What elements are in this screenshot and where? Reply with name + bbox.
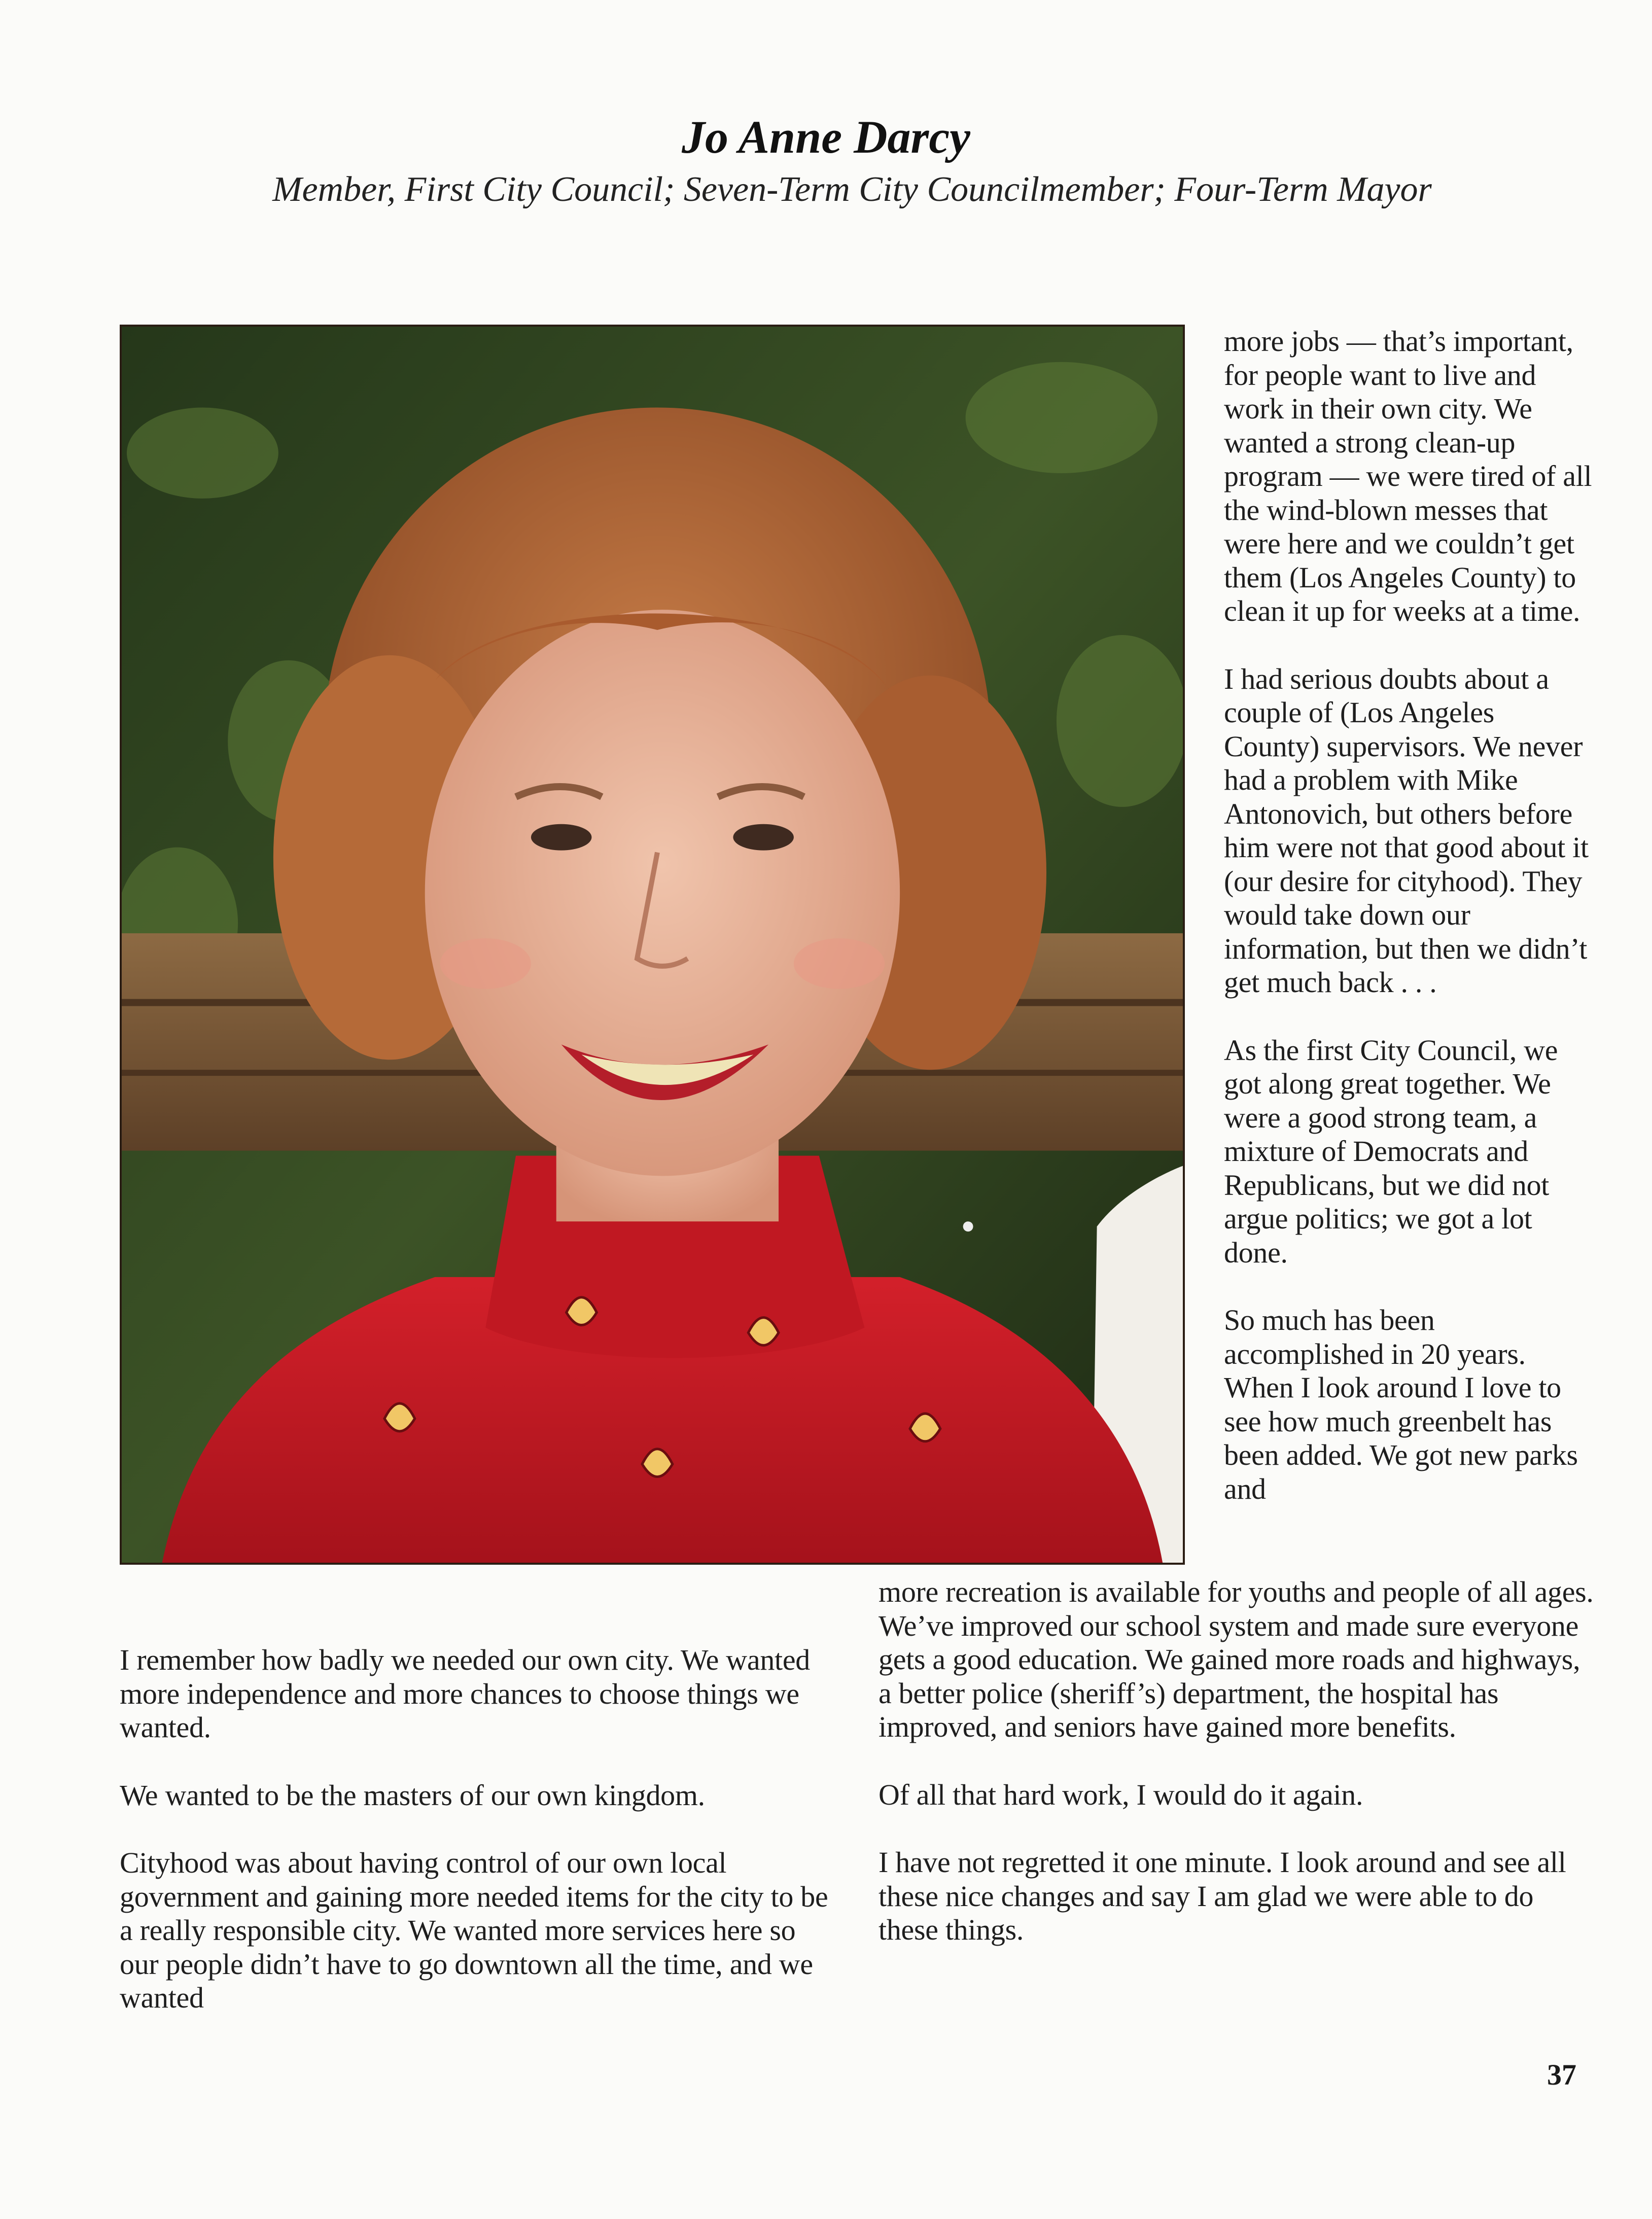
page-subtitle: Member, First City Council; Seven-Term City Councilmember; Four-Term Mayor	[272, 170, 1432, 209]
paragraph: I have not regretted it one minute. I look around and see all these nice changes and say I am glad we were able to do these things.	[878, 1846, 1566, 1946]
paragraph: Of all that hard work, I would do it again.	[878, 1778, 1363, 1811]
portrait-photo	[120, 325, 1185, 1565]
paragraph: I had serious doubts about a couple of (Los Angeles County) supervisors. We never had a problem with Mike Antonovich, but others before him were not that good about it (our desire for cityhood). They would take down our information, but then we didn’t get much back . . .	[1224, 662, 1589, 999]
paragraph: more jobs — that’s important, for people want to live and work in their own city. We wanted a strong clean-up program — we were tired of all the wind-blown messes that were here and we couldn’t get them (Los Angeles County) to clean it up for weeks at a time.	[1224, 325, 1592, 627]
paragraph: We wanted to be the masters of our own kingdom.	[120, 1778, 705, 1812]
lower-right-column	[878, 1575, 1594, 1947]
upper-right-column	[1224, 325, 1594, 1506]
paragraph: Cityhood was about having control of our own local government and gaining more needed items for the city to be a really responsible city. We wanted more services here so our people didn’t have to go downtown all the time, and we wanted	[120, 1846, 828, 2014]
paragraph: more recreation is available for youths and people of all ages. We’ve improved our school system and made sure everyone gets a good education. We gained more roads and highways, a better police (sheriff’s) department, the hospital has improved, and seniors have gained more benefits.	[878, 1575, 1594, 1743]
page-number: 37	[1547, 2058, 1576, 2091]
page-title: Jo Anne Darcy	[681, 111, 971, 163]
paragraph: I remember how badly we needed our own city. We wanted more independence and more chances to choose things we wanted.	[120, 1643, 810, 1744]
lower-left-column	[120, 1643, 840, 2015]
paragraph: So much has been accomplished in 20 years. When I look around I love to see how much greenbelt has been added. We got new parks and	[1224, 1304, 1578, 1505]
paragraph: As the first City Council, we got along great together. We were a good strong team, a mixture of Democrats and Republicans, but we did not argue politics; we got a lot done.	[1224, 1033, 1558, 1269]
